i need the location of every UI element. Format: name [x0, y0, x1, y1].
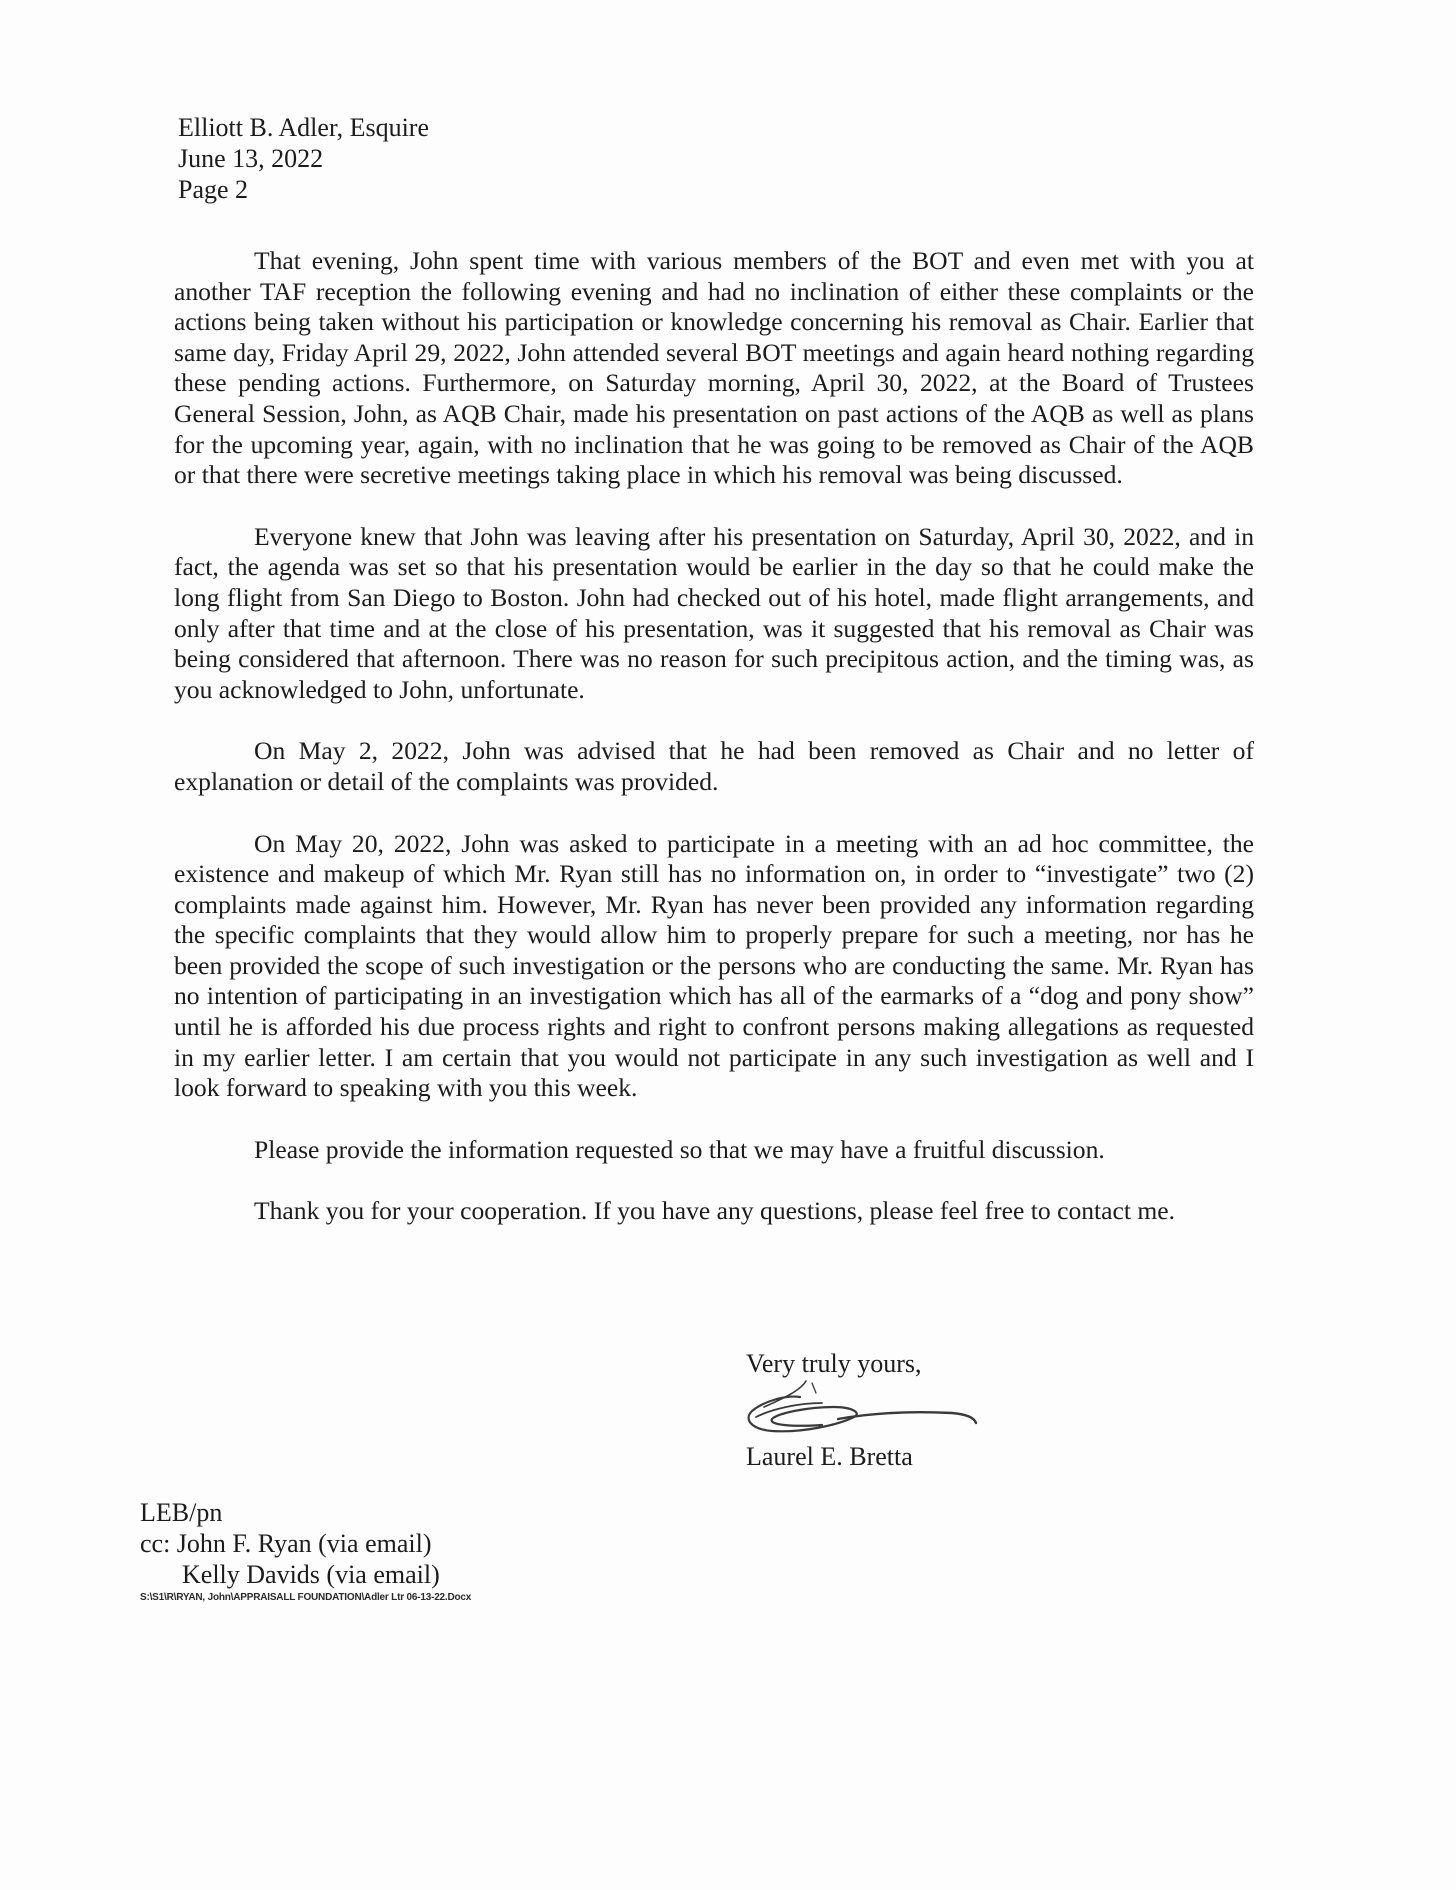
letter-header: [178, 112, 429, 205]
valediction: Very truly yours,: [746, 1349, 922, 1378]
signer-name: Laurel E. Bretta: [746, 1442, 913, 1471]
typist-initials: LEB/pn: [140, 1498, 223, 1527]
page-number: Page 2: [178, 175, 249, 204]
paragraph-removal-context: That evening, John spent time with various members of the BOT and even met with you at another TAF reception the following evening and had no inclination of either these complaints or the actions being taken without his participation or knowledge concerning his removal as Chair. Earlier that same day, Friday April 29, 2022, John attended several BOT meetings and again heard nothing regarding these pending actions. Furthermore, on Saturday morning, April 30, 2022, at the Board of Trustees General Session, John, as AQB Chair, made his presentation on past actions of the AQB as well as plans for the upcoming year, again, with no inclination that he was going to be removed as Chair of the AQB or that there were secretive meetings taking place in which his removal was being discussed.: [174, 246, 1254, 490]
recipient-name: Elliott B. Adler, Esquire: [178, 113, 429, 142]
letter-body: [174, 246, 1254, 1258]
handwritten-signature: [742, 1373, 982, 1445]
paragraph-thanks: Thank you for your cooperation. If you have any questions, please feel free to contact me.: [254, 1196, 1176, 1226]
document-file-path: S:\S1\R\RYAN, John\APPRAISALL FOUNDATION\Adler Ltr 06-13-22.Docx: [140, 1592, 472, 1603]
letter-closing: [746, 1348, 1146, 1472]
paragraph-investigation: On May 20, 2022, John was asked to participate in a meeting with an ad hoc committee, the existence and makeup of which Mr. Ryan still has no information on, in order to “investigate” two (2) complaints made against him. However, Mr. Ryan has never been provided any information regarding the specific complaints that they would allow him to properly prepare for such a meeting, nor has he been provided the scope of such investigation or the persons who are conducting the same. Mr. Ryan has no intention of participating in an investigation which has all of the earmarks of a “dog and pony show” until he is afforded his due process rights and right to confront persons making allegations as requested in my earlier letter. I am certain that you would not participate in any such investigation as well and I look forward to speaking with you this week.: [174, 828, 1254, 1103]
paragraph-information-request: Please provide the information requested so that we may have a fruitful discussion.: [254, 1134, 1105, 1164]
paragraph-removal-notice: On May 2, 2022, John was advised that he had been removed as Chair and no letter of explanation or detail of the complaints was provided.: [174, 736, 1254, 796]
cc-recipient-1: cc: John F. Ryan (via email): [140, 1529, 432, 1558]
letter-date: June 13, 2022: [178, 144, 324, 173]
cc-recipient-2: Kelly Davids (via email): [182, 1560, 440, 1589]
letter-footer: [140, 1497, 471, 1604]
paragraph-departure-timing: Everyone knew that John was leaving after his presentation on Saturday, April 30, 2022, and in fact, the agenda was set so that his presentation would be earlier in the day so that he could make the long flight from San Diego to Boston. John had checked out of his hotel, made flight arrangements, and only after that time and at the close of his presentation, was it suggested that his removal as Chair was being considered that afternoon. There was no reason for such precipitous action, and the timing was, as you acknowledged to John, unfortunate.: [174, 521, 1254, 704]
